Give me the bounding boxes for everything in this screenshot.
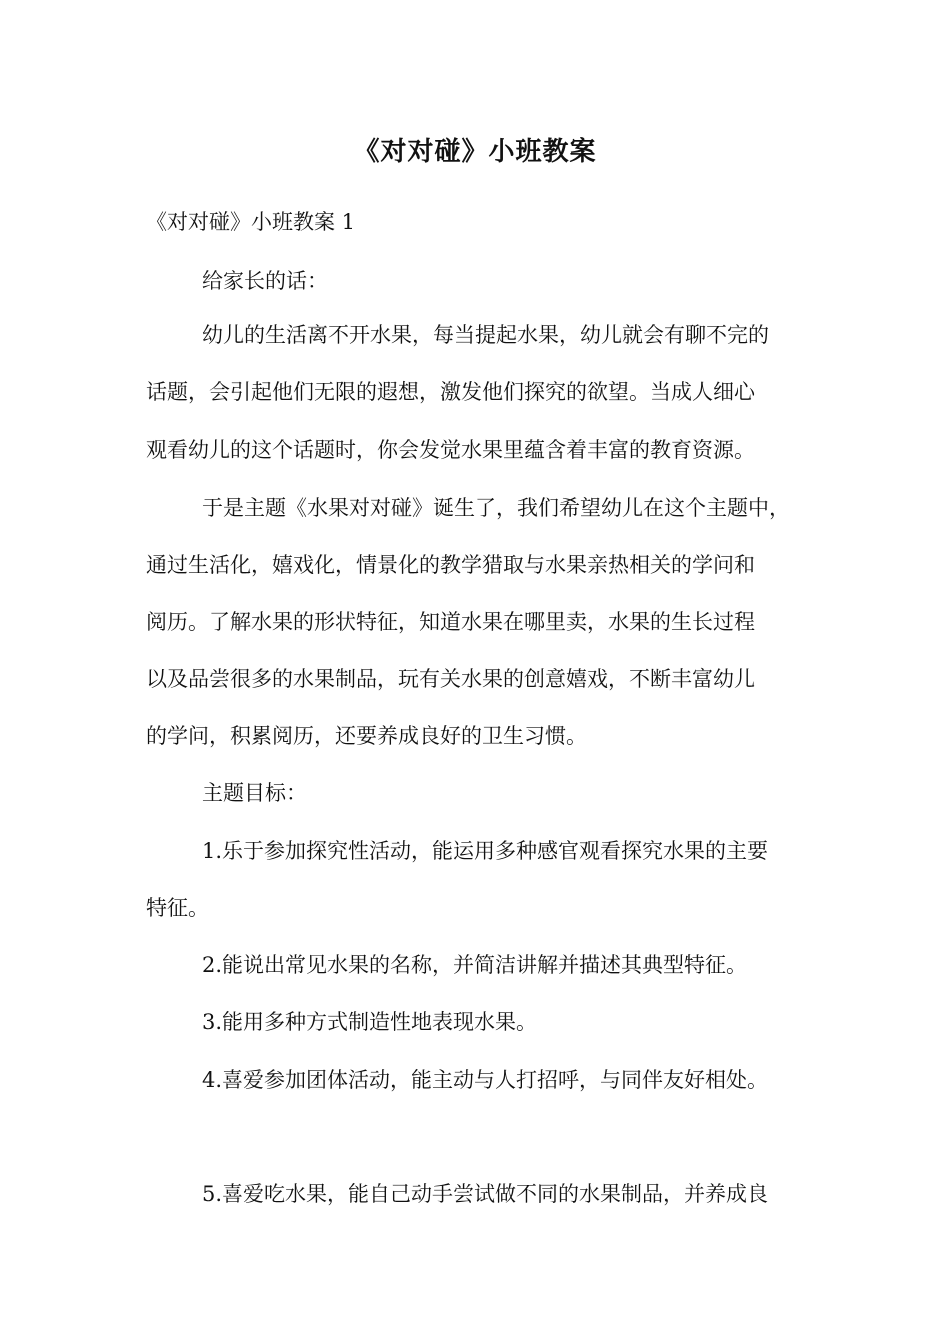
goal-item: 1.乐于参加探究性活动，能运用多种感官观看探究水果的主要 [202, 839, 769, 863]
page-title: 《对对碰》小班教案 [353, 137, 597, 167]
paragraph-line: 通过生活化，嬉戏化，情景化的教学猎取与水果亲热相关的学问和 [146, 553, 755, 577]
paragraph-line: 话题，会引起他们无限的遐想，激发他们探究的欲望。当成人细心 [146, 380, 755, 404]
parent-note-label: 给家长的话： [202, 269, 328, 293]
goals-label: 主题目标： [202, 781, 307, 805]
paragraph-line: 观看幼儿的这个话题时，你会发觉水果里蕴含着丰富的教育资源。 [146, 438, 755, 462]
paragraph-line: 阅历。了解水果的形状特征，知道水果在哪里卖，水果的生长过程 [146, 610, 755, 634]
goal-item: 4.喜爱参加团体活动，能主动与人打招呼，与同伴友好相处。 [202, 1068, 769, 1092]
goal-item: 3.能用多种方式制造性地表现水果。 [202, 1010, 538, 1034]
section-heading: 《对对碰》小班教案 1 [146, 210, 356, 234]
goal-item: 2.能说出常见水果的名称，并简洁讲解并描述其典型特征。 [202, 953, 748, 977]
paragraph-line: 的学问，积累阅历，还要养成良好的卫生习惯。 [146, 724, 587, 748]
goal-item-continued: 特征。 [146, 896, 209, 920]
paragraph-line: 以及品尝很多的水果制品，玩有关水果的创意嬉戏，不断丰富幼儿 [146, 667, 755, 691]
paragraph-line: 于是主题《水果对对碰》诞生了，我们希望幼儿在这个主题中， [202, 496, 790, 520]
goal-item: 5.喜爱吃水果，能自己动手尝试做不同的水果制品，并养成良 [202, 1182, 769, 1206]
paragraph-line: 幼儿的生活离不开水果，每当提起水果，幼儿就会有聊不完的 [202, 323, 769, 347]
